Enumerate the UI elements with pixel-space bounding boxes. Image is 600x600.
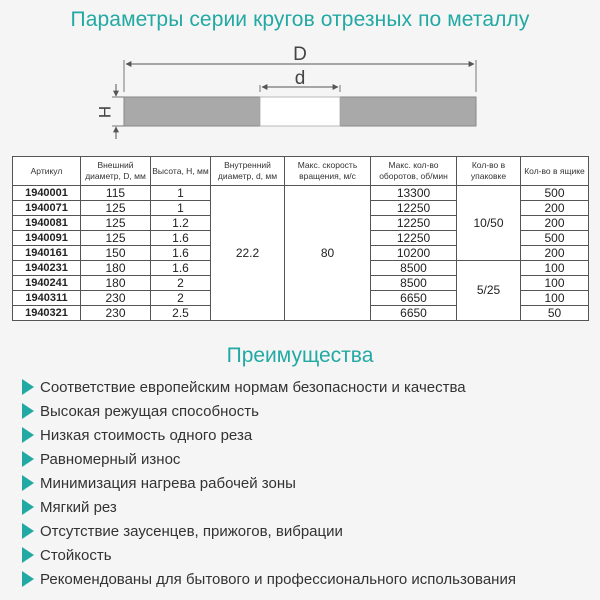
advantage-text: Отсутствие заусенцев, прижогов, вибрации bbox=[40, 522, 343, 540]
cell-box-qty: 500 bbox=[521, 231, 589, 246]
disc-right-section bbox=[340, 97, 476, 126]
advantage-text: Высокая режущая способность bbox=[40, 402, 259, 420]
cell-max-rpm: 12250 bbox=[371, 201, 457, 216]
disc-cross-section-diagram bbox=[0, 40, 600, 150]
list-item bbox=[22, 399, 516, 423]
cell-height: 1.2 bbox=[151, 216, 211, 231]
triangle-bullet-icon bbox=[22, 499, 34, 515]
cell-outer-diameter: 180 bbox=[81, 261, 151, 276]
cell-height: 1 bbox=[151, 186, 211, 201]
cell-inner-diameter: 22.2 bbox=[211, 186, 285, 321]
triangle-bullet-icon bbox=[22, 451, 34, 467]
cell-max-rpm: 12250 bbox=[371, 216, 457, 231]
cell-article: 1940241 bbox=[13, 276, 81, 291]
advantages-title: Преимущества bbox=[226, 344, 374, 367]
cell-article: 1940071 bbox=[13, 201, 81, 216]
list-item bbox=[22, 543, 516, 567]
cell-pack-qty-group-1: 10/50 bbox=[457, 186, 521, 261]
cell-box-qty: 200 bbox=[521, 216, 589, 231]
page-title: Параметры серии кругов отрезных по металлу bbox=[70, 8, 530, 31]
table-row bbox=[13, 186, 589, 201]
advantage-text: Стойкость bbox=[40, 546, 112, 564]
cell-max-speed: 80 bbox=[285, 186, 371, 321]
cell-outer-diameter: 150 bbox=[81, 246, 151, 261]
cell-article: 1940321 bbox=[13, 306, 81, 321]
triangle-bullet-icon bbox=[22, 379, 34, 395]
cell-outer-diameter: 180 bbox=[81, 276, 151, 291]
cell-article: 1940231 bbox=[13, 261, 81, 276]
cell-article: 1940001 bbox=[13, 186, 81, 201]
advantage-text: Соответствие европейским нормам безопасности и качества bbox=[40, 378, 466, 396]
header-max-speed: Макс. скорость вращения, м/с bbox=[285, 157, 371, 186]
cell-box-qty: 100 bbox=[521, 291, 589, 306]
cell-max-rpm: 12250 bbox=[371, 231, 457, 246]
cell-box-qty: 200 bbox=[521, 246, 589, 261]
cell-height: 1.6 bbox=[151, 246, 211, 261]
cell-box-qty: 100 bbox=[521, 261, 589, 276]
list-item bbox=[22, 447, 516, 471]
cell-height: 2 bbox=[151, 291, 211, 306]
cell-outer-diameter: 115 bbox=[81, 186, 151, 201]
cell-outer-diameter: 125 bbox=[81, 216, 151, 231]
triangle-bullet-icon bbox=[22, 571, 34, 587]
advantage-text: Низкая стоимость одного реза bbox=[40, 426, 253, 444]
cell-height: 1 bbox=[151, 201, 211, 216]
triangle-bullet-icon bbox=[22, 523, 34, 539]
cell-box-qty: 200 bbox=[521, 201, 589, 216]
header-pack-qty: Кол-во в упаковке bbox=[457, 157, 521, 186]
disc-left-section bbox=[124, 97, 260, 126]
cell-pack-qty-group-2: 5/25 bbox=[457, 261, 521, 321]
cell-outer-diameter: 125 bbox=[81, 201, 151, 216]
cell-max-rpm: 13300 bbox=[371, 186, 457, 201]
diagram-svg bbox=[0, 40, 600, 150]
label-H: H bbox=[95, 105, 115, 119]
advantage-text: Мягкий рез bbox=[40, 498, 117, 516]
advantage-text: Равномерный износ bbox=[40, 450, 181, 468]
cell-height: 2.5 bbox=[151, 306, 211, 321]
cell-max-rpm: 6650 bbox=[371, 306, 457, 321]
list-item bbox=[22, 375, 516, 399]
triangle-bullet-icon bbox=[22, 427, 34, 443]
header-max-rpm: Макс. кол-во оборотов, об/мин bbox=[371, 157, 457, 186]
cell-box-qty: 50 bbox=[521, 306, 589, 321]
triangle-bullet-icon bbox=[22, 403, 34, 419]
header-height: Высота, H, мм bbox=[151, 157, 211, 186]
label-d: d bbox=[294, 68, 306, 89]
cell-article: 1940311 bbox=[13, 291, 81, 306]
cell-max-rpm: 8500 bbox=[371, 276, 457, 291]
cell-outer-diameter: 230 bbox=[81, 291, 151, 306]
cell-box-qty: 500 bbox=[521, 186, 589, 201]
cell-height: 1.6 bbox=[151, 261, 211, 276]
cell-box-qty: 100 bbox=[521, 276, 589, 291]
header-outer-diameter: Внешний диаметр, D, мм bbox=[81, 157, 151, 186]
cell-outer-diameter: 230 bbox=[81, 306, 151, 321]
list-item bbox=[22, 471, 516, 495]
label-D: D bbox=[293, 44, 307, 65]
advantages-list bbox=[22, 375, 516, 591]
header-inner-diameter: Внутренний диаметр, d, мм bbox=[211, 157, 285, 186]
triangle-bullet-icon bbox=[22, 547, 34, 563]
list-item bbox=[22, 423, 516, 447]
specs-table bbox=[12, 156, 589, 321]
cell-article: 1940081 bbox=[13, 216, 81, 231]
table-header-row bbox=[13, 157, 589, 186]
cell-height: 1.6 bbox=[151, 231, 211, 246]
cell-height: 2 bbox=[151, 276, 211, 291]
advantage-text: Минимизация нагрева рабочей зоны bbox=[40, 474, 296, 492]
header-box-qty: Кол-во в ящике bbox=[521, 157, 589, 186]
cell-max-rpm: 8500 bbox=[371, 261, 457, 276]
cell-max-rpm: 10200 bbox=[371, 246, 457, 261]
list-item bbox=[22, 495, 516, 519]
triangle-bullet-icon bbox=[22, 475, 34, 491]
disc-bore bbox=[260, 97, 340, 126]
list-item bbox=[22, 519, 516, 543]
header-article: Артикул bbox=[13, 157, 81, 186]
cell-max-rpm: 6650 bbox=[371, 291, 457, 306]
cell-article: 1940161 bbox=[13, 246, 81, 261]
cell-article: 1940091 bbox=[13, 231, 81, 246]
cell-outer-diameter: 125 bbox=[81, 231, 151, 246]
list-item bbox=[22, 567, 516, 591]
advantage-text: Рекомендованы для бытового и профессионального использования bbox=[40, 570, 516, 588]
